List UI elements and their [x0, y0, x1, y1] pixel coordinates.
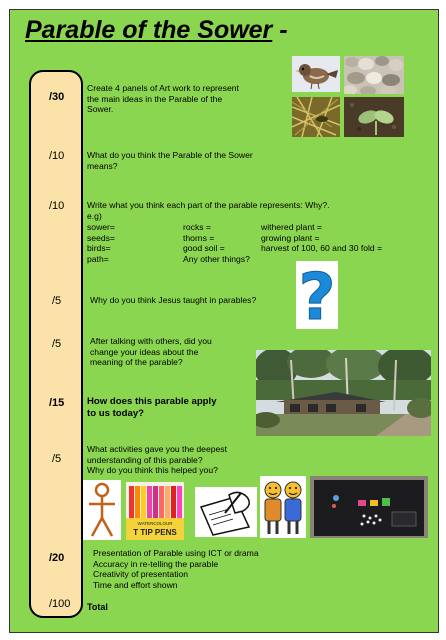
felt-pens-photo — [126, 482, 184, 540]
stick-figure-icon — [83, 480, 121, 540]
activities-question: What activities gave you the deepest understanding of this parable? Why do you think this helped you? — [87, 444, 227, 475]
mark-total: /100 — [49, 598, 71, 610]
mark-parables: /5 — [52, 295, 62, 307]
mark-change-ideas: /5 — [52, 338, 62, 350]
sparrow-photo — [292, 56, 340, 92]
art-instructions: Create 4 panels of Art work to represent the main ideas in the Parable of the Sower. — [87, 83, 239, 114]
svg-text:T TIP PENS: T TIP PENS — [133, 528, 177, 537]
question-mark-icon — [296, 261, 338, 329]
presentation-criteria: Presentation of Parable using ICT or drama Accuracy in re-telling the parable Creativity of presentation Time and effort shown — [93, 548, 259, 590]
mark-represents: /10 — [49, 200, 65, 212]
writing-hand-icon — [195, 487, 257, 537]
seedling-photo — [344, 97, 404, 137]
grid-col-2: rocks = thorns = good soil = Any other things? — [183, 222, 250, 264]
thorns-photo — [292, 97, 340, 137]
mark-art: /30 — [49, 91, 65, 103]
represents-question: Write what you think each part of the parable represents: Why?. e.g) — [87, 200, 330, 221]
grid-col-3: withered plant = growing plant = harvest of 100, 60 and 30 fold = — [261, 222, 383, 253]
svg-text:WATERCOLOUR: WATERCOLOUR — [137, 521, 173, 526]
svg-text:?: ? — [298, 261, 336, 329]
meaning-question: What do you think the Parable of the Sower means? — [87, 150, 253, 171]
school-photo — [256, 350, 431, 436]
apply-today-question: How does this parable apply to us today? — [87, 396, 217, 419]
mark-presentation: /20 — [49, 552, 65, 564]
parables-question: Why do you think Jesus taught in parables? — [90, 295, 257, 305]
grid-col-1: sower= seeds= birds= path= — [87, 222, 115, 264]
rocks-photo — [344, 56, 404, 94]
mark-apply-today: /15 — [49, 397, 65, 409]
mark-activities: /5 — [52, 453, 62, 465]
felt-board-photo — [310, 476, 428, 538]
people-talking-icon — [260, 476, 306, 538]
change-ideas-question: After talking with others, did you change your ideas about the meaning of the parable? — [90, 336, 212, 367]
total-label: Total — [87, 602, 108, 612]
mark-meaning: /10 — [49, 150, 65, 162]
page-title: Parable of the Sower - — [25, 16, 288, 44]
